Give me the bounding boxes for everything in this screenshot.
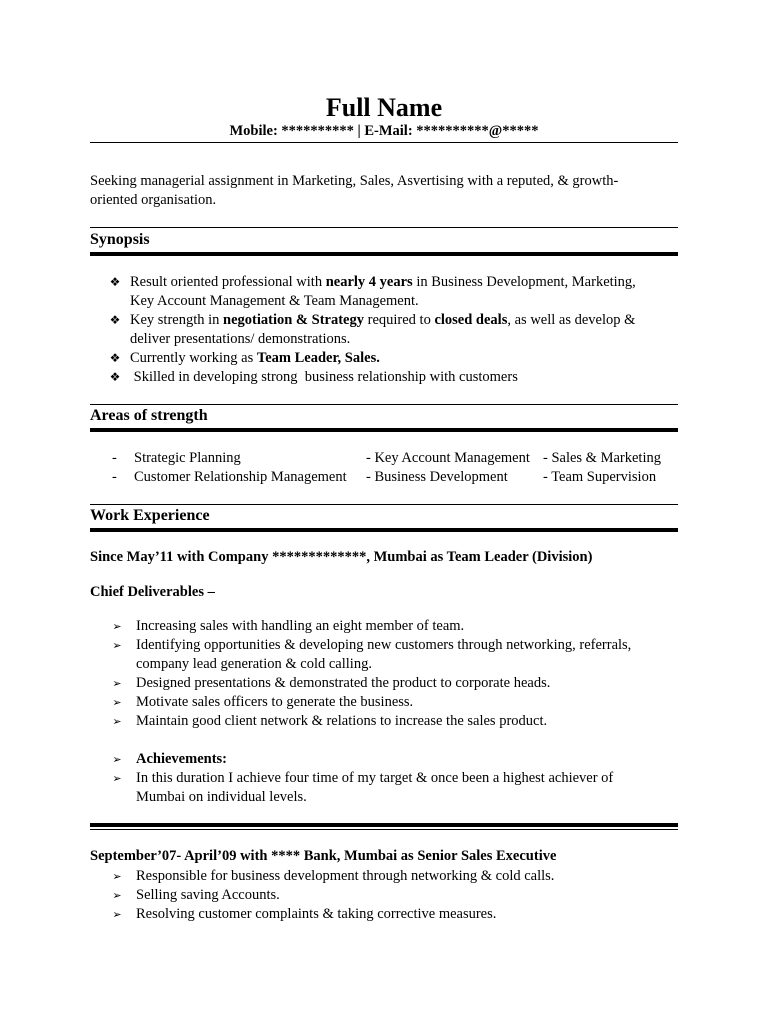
arrow-bullet-icon: ➢: [112, 889, 122, 902]
diamond-bullet-icon: ❖: [109, 370, 121, 384]
candidate-name: Full Name: [325, 93, 443, 122]
arrow-bullet-icon: ➢: [112, 639, 122, 652]
diamond-bullet-icon: ❖: [109, 313, 121, 327]
list-item: ➢ Selling saving Accounts.: [90, 886, 680, 905]
synopsis-bottom-rule: [90, 252, 678, 256]
job-1-title: Since May’11 with Company *************, Mumbai as Team Leader (Division): [90, 549, 593, 565]
arrow-bullet-icon: ➢: [112, 677, 122, 690]
job-2-responsibilities: [90, 867, 680, 924]
arrow-bullet-icon: ➢: [112, 715, 122, 728]
list-item: ➢ Motivate sales officers to generate the business.: [90, 693, 680, 712]
objective-line-1: Seeking managerial assignment in Marketing, Sales, Asvertising with a reputed, & growth-: [90, 173, 619, 189]
job-separator-thick: [90, 823, 678, 827]
job-1-achievements: [90, 750, 680, 807]
list-item: ➢ Designed presentations & demonstrated the product to corporate heads.: [90, 674, 680, 693]
strengths-top-rule: [90, 404, 678, 405]
list-item: ❖ Result oriented professional with nearly 4 years in Business Development, Marketing, Key Account Management & Team Management.: [109, 274, 636, 309]
strength-item: Strategic Planning: [134, 450, 241, 466]
list-item: ❖ Skilled in developing strong business relationship with customers: [109, 369, 518, 385]
header-divider: [90, 142, 678, 143]
arrow-bullet-icon: ➢: [112, 753, 122, 766]
deliverables-label: Chief Deliverables –: [90, 584, 215, 600]
list-item: ❖ Currently working as Team Leader, Sales.: [109, 350, 380, 366]
list-item: ❖ Key strength in negotiation & Strategy required to closed deals, as well as develop & deliver presentations/ demonstrations.: [109, 312, 636, 347]
synopsis-list: [90, 273, 680, 387]
list-item: ➢ Responsible for business development through networking & cold calls.: [90, 867, 680, 886]
contact-line: Mobile: ********** | E-Mail: **********@*****: [229, 123, 539, 139]
list-item: ➢ Increasing sales with handling an eight member of team.: [90, 617, 680, 636]
work-bottom-rule: [90, 528, 678, 532]
strengths-bottom-rule: [90, 428, 678, 432]
strengths-heading: Areas of strength: [90, 407, 208, 424]
strengths-grid: [110, 449, 690, 487]
arrow-bullet-icon: ➢: [112, 870, 122, 883]
synopsis-heading: Synopsis: [90, 231, 150, 248]
synopsis-top-rule: [90, 227, 678, 228]
achievements-label: Achievements:: [136, 751, 228, 767]
work-heading: Work Experience: [90, 507, 210, 524]
list-item: ➢ Resolving customer complaints & taking corrective measures.: [90, 905, 680, 924]
strengths-row: - Strategic Planning - Key Account Management - Sales & Marketing: [112, 450, 661, 466]
arrow-bullet-icon: ➢: [112, 696, 122, 709]
strength-item: - Team Supervision: [543, 469, 657, 485]
arrow-bullet-icon: ➢: [112, 772, 122, 785]
job-separator-thin: [90, 829, 678, 830]
diamond-bullet-icon: ❖: [109, 351, 121, 365]
strengths-row: - Customer Relationship Management - Business Development - Team Supervision: [112, 469, 657, 485]
list-item: ➢ Maintain good client network & relations to increase the sales product.: [90, 712, 680, 731]
objective-line-2: oriented organisation.: [90, 192, 217, 208]
strength-item: - Key Account Management: [366, 450, 530, 466]
diamond-bullet-icon: ❖: [109, 275, 121, 289]
career-objective: [90, 172, 680, 210]
job-2-title: September’07- April’09 with **** Bank, Mumbai as Senior Sales Executive: [90, 848, 557, 864]
arrow-bullet-icon: ➢: [112, 908, 122, 921]
job-1-deliverables: [90, 617, 680, 731]
list-item: ➢ In this duration I achieve four time of my target & once been a highest achiever of Mumbai on individual levels.: [90, 769, 680, 807]
list-item: ➢ Identifying opportunities & developing new customers through networking, referrals, company lead generation & cold calling.: [90, 636, 680, 674]
list-item: [90, 750, 680, 769]
arrow-bullet-icon: ➢: [112, 620, 122, 633]
strength-item: - Sales & Marketing: [543, 450, 661, 466]
strength-item: Customer Relationship Management: [134, 469, 347, 485]
strength-item: - Business Development: [366, 469, 508, 485]
work-top-rule: [90, 504, 678, 505]
